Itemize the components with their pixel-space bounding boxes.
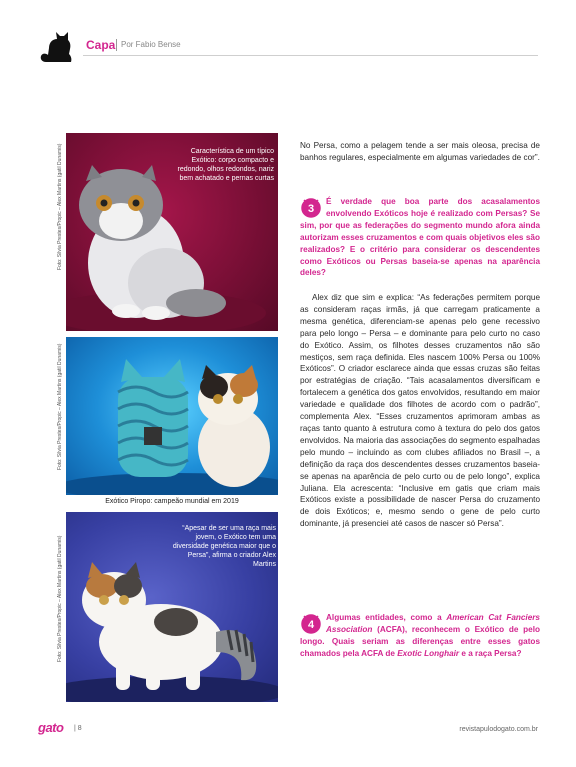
question-number-badge	[300, 613, 322, 635]
photo-credit: Foto: Silvia Prestes/Propic – Alex Martins (gatil Dunamis)	[57, 143, 63, 270]
svg-text:3: 3	[307, 203, 315, 215]
photo-credit: Foto: Silvia Prestes/Propic – Alex Martins (gatil Dunamis)	[57, 535, 63, 662]
question-4: 4 Algumas entidades, como a American Cat Fanciers Association (ACFA), reconhecem o Exótico de pelo longo. Quais seriam as diferenças entre esses gatos chamados pela ACFA de Exotic Longhair e a raça Persa?	[300, 613, 540, 658]
cat-silhouette-icon	[38, 28, 78, 64]
byline: Por Fabio Bense	[121, 40, 181, 49]
photo-caption: “Apesar de ser uma raça mais jovem, o Exótico tem uma diversidade genética maior que o Persa”, afirma o criador Alex Martins	[172, 525, 276, 568]
magazine-logo: gato	[38, 720, 64, 735]
photo-exotic-with-plush	[66, 337, 278, 495]
photo-credit: Foto: Silvia Prestes/Propic – Alex Martins (gatil Dunamis)	[57, 343, 63, 470]
question-3-text: É verdade que boa parte dos acasalamentos envolvendo Exóticos hoje é realizado com Persas? Se sim, por que as federações do segmento mundo afora ainda autorizam esses cruzamentos e com quais objetivos eles são realizados? E o critério para considerar os descendentes como Exóticos ou Persas baseia-se apenas na aparência deles?	[300, 197, 540, 278]
question-3	[300, 196, 540, 279]
photo-caption: Característica de um típico Exótico: corpo compacto e redondo, olhos redondos, nariz bem achatado e pernas curtas	[177, 148, 274, 182]
website-url: revistapulodogato.com.br	[459, 726, 538, 733]
intro-paragraph: No Persa, como a pelagem tende a ser mais oleosa, precisa de banhos regulares, especialmente em algumas variedades de cor”.	[300, 141, 540, 162]
question-number-badge	[300, 197, 322, 219]
header-rule	[83, 55, 538, 56]
page-number: | 8	[74, 725, 82, 732]
photo-caption: Exótico Piropo: campeão mundial em 2019	[105, 498, 239, 505]
header-divider	[116, 39, 117, 51]
answer-3-paragraph: Alex diz que sim e explica: “As federações permitem porque as consideram raças irmãs, já que carregam praticamente a mesma genética, diferenciam-se apenas pelo gene recessivo para pelo longo – Persa – e dominante para pelo curto no caso do Exótico. Assim, os filhotes desses cruzamentos não são mestiços, sem raça definida. Eles nascem 100% Persa ou 100% Exóticos”. O criador esclarece ainda que essas cruzas são feitas por estratégias de criação. “Tais acasalamentos diversificam e fortalecem a genética dos gatos envolvidos, resultando em maior variedade e qualidade dos filhotes de acordo com o padrão”, complementa Alex. “Esses cruzamentos aprimoram ambas as raças tanto quanto à estrutura como à textura do pelo dos gatos envolvidos. Na maioria das associações do segmento espalhadas pelo mundo – incluindo as com clubes afiliados no Brasil –, a definição da raça dos descendentes desses cruzamentos baseia-se apenas na aparência de pelo curto ou de pelo longo”, explica Juliana. Ela acrescenta: “Inclusive em gatis que criam mais Exóticos existe a possibilidade de nascer Persa do cruzamento de dois Exóticos; e, mesmo sendo o gene de pelo curto dominante, já presenciei até casos de nascer só Persa”.	[300, 293, 540, 529]
section-title: Capa	[86, 38, 116, 52]
svg-text:4: 4	[307, 619, 315, 631]
